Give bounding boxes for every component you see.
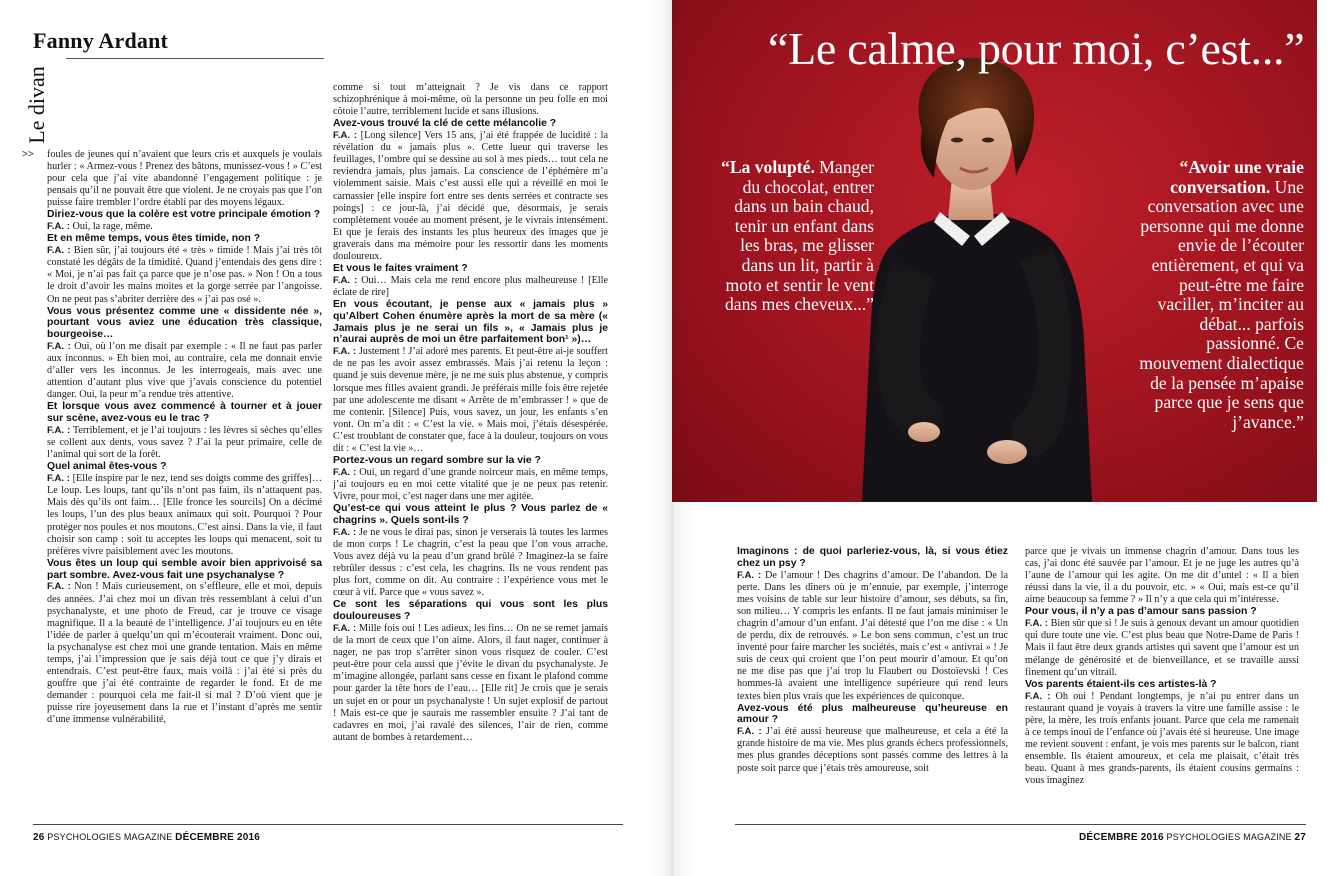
answer [47, 221, 322, 233]
speaker-label: F.A. : [333, 466, 357, 478]
column-2 [333, 82, 608, 744]
answer-text: [Elle inspire par le nez, tend ses doigts comme des griffes]… Le loup. Les loups, tant qu’ils n’ont pas faim, ils n’attaquent pas. Mais dès qu’ils ont faim… [Elle fronce les sourcils] On a décimé les loups, l’un des plus beaux animaux qui soit. Pourquoi ? Pour protéger nos poules et nos moutons. C’est ainsi. Dans la vie, il faut choisir son camp : soit tu acceptes les loups qui menacent, soit tu préfères vivre paisiblement avec les moutons. [47, 473, 323, 557]
magazine-name-left: PSYCHOLOGIES MAGAZINE [47, 832, 173, 842]
answer [1025, 618, 1299, 678]
paragraph: comme si tout m’atteignait ? Je vis dans ce rapport schizophrénique à moi-même, où la personne un peu folle en moi côtoie l’autre, terriblement lucide et sans illusions. [333, 82, 608, 118]
question: Avez-vous trouvé la clé de cette mélancolie ? [333, 118, 557, 130]
answer [737, 570, 1008, 703]
answer [47, 245, 322, 305]
question: En vous écoutant, je pense aux « jamais plus » qu’Albert Cohen énumère après la mort de sa mère (« Jamais plus je ne serai un fils », « Jamais plus je n’aurai auprès de moi un être parfaitement bon¹ »)… [333, 299, 608, 346]
answer-text: Justement ! J’ai adoré mes parents. Et peut-être ai-je souffert de ne pas les avoir assez embrassés. Mais j’ai retenu la leçon : quand je suis devenue mère, je ne me suis plus abstenue, y compris lorsque mes filles avaient grandi. Je préférais mille fois être rejetée par une adolescente me disant « Arrête de m’embrasser ! » que de me contenir. [Silence] Puis, vous savez, un jour, les enfants s’en vont. On m’a dit : « C’est la vie. » Mais moi, j’étais désespérée. C’est troublant de constater que, face à la douleur, toujours on vous dit : « C’est la vie »… [333, 346, 608, 455]
pull-quote-left: “La volupté. Manger du chocolat, entrer dans un bain chaud, tenir un enfant dans les bras, me glisser dans un lit, partir à moto et sentir le vent dans mes cheveux...” [721, 157, 874, 315]
question: Quel animal êtes-vous ? [47, 461, 167, 473]
question: Portez-vous un regard sombre sur la vie ? [333, 455, 541, 467]
column-1 [47, 149, 322, 727]
answer-text: Oh oui ! Pendant longtemps, je n’ai pu entrer dans un restaurant quand je voyais à travers la vitre une famille assise : le père, la mère, les trois enfants jouant. Parce que cela me ramenait à ce temps inouï de l’enfance où j’avais été si heureuse. Une image me revient souvent : enfant, je vois mes parents sur le balcon, riant ensemble. Ils étaient amoureux, et cela me plaisait, c’était très beau. Quant à mes grands-parents, ils étaient cousins germains : vous imaginez [1025, 690, 1299, 787]
answer [333, 346, 608, 455]
answer [333, 130, 608, 263]
question: Et vous le faites vraiment ? [333, 263, 468, 275]
question: Avez-vous été plus malheureuse qu’heureuse en amour ? [737, 702, 1008, 726]
speaker-label: F.A. : [47, 245, 71, 257]
question: Vos parents étaient-ils ces artistes-là ? [1025, 678, 1217, 690]
column-3 [737, 546, 1008, 775]
answer [47, 425, 322, 461]
paragraph: parce que je vivais un immense chagrin d’amour. Dans tous les cas, j’ai donc été sauvée par l’amour. Et je ne juge les autres qu’à l’aune de l’amour qui les agite. On me dit d’untel : « Il a bien réussi dans la vie, il a du pouvoir, etc. » « Oui, mais est-ce qu’il aime beaucoup sa femme ? » Il n’y a que cela qui m’intéresse. [1025, 546, 1299, 606]
speaker-label: F.A. : [47, 341, 71, 353]
page-number-left: 26 [33, 832, 45, 843]
answer [737, 726, 1008, 774]
question: Vous vous présentez comme une « dissidente née », pourtant vous aviez une éducation très classique, bourgeoise… [47, 305, 322, 341]
answer-text: Oui, où l’on me disait par exemple : « Il ne faut pas parler aux inconnus. » Eh bien moi, au contraire, cela me donnait envie d’aller vers les inconnus. Je les interrogeais, mais avec une attention d’autant plus vive que j’avais conscience du potentiel danger. Oui, la peur m’a rendue très attentive. [47, 341, 322, 401]
interviewee-name: Fanny Ardant [33, 28, 169, 53]
footer-rule-left [33, 824, 623, 825]
continuation-arrow: >> [22, 149, 34, 160]
magazine-name-right: PSYCHOLOGIES MAGAZINE [1166, 832, 1292, 842]
answer-text: [Long silence] Vers 15 ans, j’ai été frappée de lucidité : la révélation du « jamais plus ». Cette lueur qui traverse les feuillages, l’ombre qui se dessine au sol à mes pieds… tout cela ne reviendra jamais, plus jamais. La conscience de l’éphémère m’a violemment saisie. Mais c’est aussi elle qui a réveillé en moi le carnassier [elle inspire fort entre ses dents serrées et contracte ses poings] : ce jour-là, j’ai décidé que, désormais, je serais complètement vouée au moment présent, je le vivrais intensément. Et que je ferais des instants les plus heureux des images que je graverais dans ma mémoire pour les ressortir dans les moments douloureux. [333, 130, 608, 263]
issue-date-right: DÉCEMBRE 2016 [1078, 832, 1164, 843]
speaker-label: F.A. : [333, 526, 357, 538]
answer-text: J’ai été aussi heureuse que malheureuse, et cela a été la grande histoire de ma vie. Mes plus grands échecs professionnels, mes plus grandes déceptions sont passés comme des lettres à la poste soit parce que j’étais très amoureuse, soit [737, 726, 1008, 774]
answer [1025, 691, 1299, 788]
speaker-label: F.A. : [333, 622, 357, 634]
answer-text: Oui… Mais cela me rend encore plus malheureuse ! [Elle éclate de rire] [333, 274, 608, 298]
header-rule [66, 58, 324, 59]
answer-text: Terriblement, et je l’ai toujours : les lèvres si sèches qu’elles se collent aux dents, vous savez ? J’ai la peur primaire, celle de l’animal qui sort de la forêt. [47, 425, 323, 461]
answer [333, 275, 608, 299]
folio-right [1079, 832, 1306, 843]
answer-text: Mille fois oui ! Les adieux, les fins… On ne se remet jamais de la mort de ceux que l’on aime. Alors, il faut nager, continuer à nager, ne pas trop s’arrêter sinon vous risquez de couler. C’est peut-être pour cela aussi que j’évite le divan du psychanalyste. Je m’imagine allongée, parlant sans cesse en fixant le plafond comme pour garder la tête hors de l’eau… [Elle rit] Je crois que je serais un sujet en or pour un psychanalyste ! Un sujet explosif de partout ! Mais est-ce que je saurais me rassembler ensuite ? J’ai tant de cadavres en moi, j’ai ravalé des silences, l’air de rien, comme autant de bombes à retardement… [333, 622, 609, 743]
answer-text: Oui, la rage, même. [69, 221, 153, 233]
footer-rule-right [735, 824, 1306, 825]
question: Vous êtes un loup qui semble avoir bien apprivoisé sa part sombre. Avez-vous fait une psychanalyse ? [47, 557, 322, 581]
column-4 [1025, 546, 1299, 787]
speaker-label: F.A. : [333, 346, 357, 358]
answer-text: Oui, un regard d’une grande noirceur mais, en même temps, j’ai toujours eu en moi cette vitalité que je ne peux pas retenir. Vivre, pour moi, c’est nager dans une mer agitée. [333, 466, 609, 503]
paragraph: foules de jeunes qui n’avaient que leurs cris et auxquels je voulais hurler : « Armez-vous ! Prenez des bâtons, munissez-vous ! » C’est pour cela que j’ai vite abandonné l’engagement politique : je pensais qu’il ne pouvait être que violent. Je ne croyais pas que l’on puisse faire trembler l’ordre établi par des moyens légaux. [47, 149, 322, 209]
answer-text: De l’amour ! Des chagrins d’amour. De l’abandon. De la perte. Dans les dîners où je m’ennuie, par exemple, j’interroge mes voisins de table sur leur histoire d’amour, ses débuts, sa fin, son milieu… Y compris les enfants. Il ne faut jamais minimiser le chagrin d’amour d’un enfant. J’ai détesté que l’on me dise : « Un de perdu, dix de retrouvés. » Le bon sens commun, c’est un truc inventé pour faire marcher les sociétés, mais c’est « antivrai » ! Je suis de ceux qui croient que l’on peut mourir d’amour. Et qu’on ne me dise pas que j’ai trop lu Flaubert ou Dostoïevski ! Ces hommes-là avaient une intelligence supérieure qui rend leurs textes bien plus vrais que les expériences de quiconque. [737, 569, 1009, 702]
issue-date-left: DÉCEMBRE 2016 [175, 832, 261, 843]
question: Qu’est-ce qui vous atteint le plus ? Vous parlez de « chagrins ». Quels sont-ils ? [333, 503, 608, 526]
speaker-label: F.A. : [737, 726, 762, 738]
question: Imaginons : de quoi parleriez-vous, là, si vous étiez chez un psy ? [737, 546, 1008, 569]
speaker-label: F.A. : [47, 425, 71, 437]
section-label: Le divan [23, 66, 49, 144]
answer [47, 341, 322, 401]
answer [333, 527, 608, 600]
answer [333, 467, 608, 503]
speaker-label: F.A. : [333, 130, 358, 142]
speaker-label: F.A. : [47, 473, 71, 485]
answer-text: Bien sûr, j’ai toujours été « très » timide ! Mais j’ai très tôt constaté les dégâts de la timidité. Quand j’entendais des gens dire : « Moi, je n’ai pas fait ça parce que je n’ose pas. » Non ! On a tous le droit d’avoir les mains moites et la gorge serrée par l’angoisse. On ne peut pas s’abriter derrière des « j’ai pas osé ». [47, 245, 323, 305]
answer [333, 623, 608, 744]
question: Et lorsque vous avez commencé à tourner et à jouer sur scène, avez-vous eu le trac ? [47, 401, 322, 425]
pull-quote-right: “Avoir une vraie conversation. Une conversation avec une personne qui me donne envie de l’écouter entièrement, et qui va peut-être me faire vaciller, m’inciter au débat... parfois passionné. Ce mouvement dialectique de la pensée m’apaise parce que je sens que j’avance.” [1139, 157, 1304, 432]
speaker-label: F.A. : [333, 274, 358, 286]
speaker-label: F.A. : [1025, 618, 1048, 630]
answer [47, 473, 322, 558]
question: Pour vous, il n’y a pas d’amour sans passion ? [1025, 606, 1257, 618]
answer-text: Non ! Mais curieusement, on s’effleure, elle et moi, depuis des années. J’ai chez moi un divan très ressemblant à celui d’un psychanalyste, et une photo de Freud, car je trouve ce visage magnifique. Il a la beauté de l’intelligence. J’ai toujours eu en tête l’idée de parler à quelqu’un qui m’écouterait vraiment. Donc oui, la psychanalyse est chez moi une grande tentation. Mais en même temps, j’ai l’impression que je sais déjà tout ce que j’y dirais et entendrais. C’est peut-être faux, mais voilà : j’ai été si près du gouffre que j’ai été contrainte de regarder le fond. Et de me demander : pourquoi cela me fait-il si mal ? D’où vient que je puisse rire joyeusement dans la rue et l’instant d’après me sentir d’une immense vulnérabilité, [47, 581, 322, 726]
headline: “Le calme, pour moi, c’est...” [768, 23, 1305, 74]
speaker-label: F.A. : [1025, 690, 1051, 702]
answer [47, 581, 322, 726]
speaker-label: F.A. : [47, 221, 70, 233]
question: Et en même temps, vous êtes timide, non ? [47, 233, 261, 245]
question: Ce sont les séparations qui vous sont les plus douloureuses ? [333, 599, 608, 623]
answer-text: Bien sûr que si ! Je suis à genoux devant un amour quotidien qui dure toute une vie. C’est plus beau que Notre-Dame de Paris ! Mais il faut être deux grands artistes qui savent que l’amour est un mélange de générosité et de bienveillance, et se travaille aussi finement qu’un vitrail. [1025, 618, 1299, 678]
speaker-label: F.A. : [47, 581, 71, 593]
page-number-right: 27 [1294, 832, 1306, 843]
speaker-label: F.A. : [737, 569, 762, 581]
question: Diriez-vous que la colère est votre principale émotion ? [47, 209, 321, 221]
answer-text: Je ne vous le dirai pas, sinon je verserais là toutes les larmes de mon corps ! Le chagrin, c’est la peau que l’on vous arrache. Vous avez déjà vu la peau d’un grand brûlé ? Imaginez-la se faire rebrûler dessus : c’est cela, les chagrins. Ils ne vous rendent pas plus fort, comme on dit. Au contraire : l’expérience vous met le cœur à vif. Parce que « vous savez ». [333, 526, 608, 599]
folio-left [33, 832, 260, 843]
